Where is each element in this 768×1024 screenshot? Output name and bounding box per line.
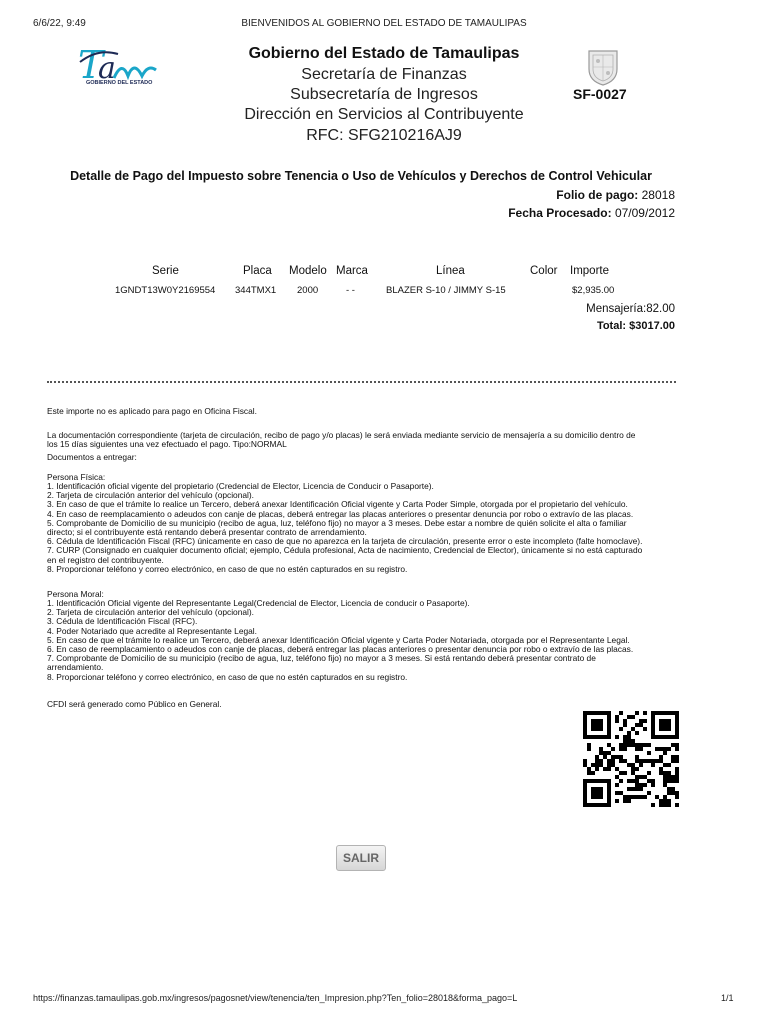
folio-value: 28018 (641, 188, 675, 202)
note-oficina: Este importe no es aplicado para pago en Oficina Fiscal. (47, 406, 257, 416)
header-title: Gobierno del Estado de Tamaulipas (248, 45, 520, 62)
note-documentos: Documentos a entregar: (47, 452, 137, 462)
dotted-divider (47, 381, 676, 383)
cell-linea: BLAZER S-10 / JIMMY S-15 (386, 285, 506, 296)
col-header-linea: Línea (436, 265, 465, 277)
col-header-color: Color (530, 265, 558, 277)
col-header-placa: Placa (243, 265, 272, 277)
header-rfc: RFC: SFG210216AJ9 (306, 127, 462, 144)
folio-label: Folio de pago: (556, 188, 639, 202)
col-header-marca: Marca (336, 265, 368, 277)
print-page-number: 1/1 (721, 993, 734, 1003)
fecha-label: Fecha Procesado: (508, 206, 612, 220)
total-line: Total: $3017.00 (596, 320, 675, 332)
cell-marca: - - (346, 285, 355, 296)
col-header-importe: Importe (570, 265, 609, 277)
cell-importe: $2,935.00 (572, 285, 615, 296)
persona-fisica-title: Persona Física: (47, 472, 106, 482)
print-date: 6/6/22, 9:49 (33, 18, 86, 29)
print-url: https://finanzas.tamaulipas.gob.mx/ingresos/pagosnet/view/tenencia/ten_Impresion.php?Ten_folio=28018&forma_pago=L (33, 993, 518, 1003)
fecha-value: 07/09/2012 (614, 206, 675, 220)
persona-fisica-list: 1. Identificación oficial vigente del propietario (Credencial de Elector, Licencia de Conducir o Pasaporte). 2. Tarjeta de circulación anterior del vehículo (opcional). 3. En caso de que el trámite lo realice un Tercero, deberá anexar Identificación Oficial vigente y Carta Poder Simple, otorgada por el propietario del vehículo. 4. En caso de reemplacamiento o adeudos con canje de placas, deberá entregar las placas anteriores o presentar denuncia por robo o extravío de las placas. 5. Comprobante de Domicilio de su municipio (recibo de agua, luz, teléfono fijo) no mayor a 3 meses. Debe estar a nombre de quién solicite el alta o familiar directo; si el contribuyente está rentando deberá presentar contrato de arrendamiento. 6. Cédula de Identificación Fiscal (RFC) únicamente en caso de que no aparezca en la tarjeta de circulación, presente error o este incompleto (falte homoclave). 7. CURP (Consignado en cualquier documento oficial; ejemplo, Cédula profesional, Acta de nacimiento, Credencial de Elector), únicamente si no está capturado en el registro del contribuyente. 8. Proporcionar teléfono y correo electrónico, en caso de que no estén capturados en su registro. (47, 481, 643, 574)
persona-moral-title: Persona Moral: (47, 589, 104, 599)
cell-modelo: 2000 (297, 285, 319, 296)
qr-code-graphic (583, 711, 679, 807)
header-line1: Secretaría de Finanzas (301, 66, 467, 83)
col-header-modelo: Modelo (289, 265, 327, 277)
qr-code-icon (583, 711, 679, 807)
header-line3: Dirección en Servicios al Contribuyente (244, 106, 524, 123)
svg-text:a: a (98, 51, 114, 86)
print-title: BIENVENIDOS AL GOBIERNO DEL ESTADO DE TAMAULIPAS (241, 18, 527, 29)
header-line2: Subsecretaría de Ingresos (290, 86, 478, 103)
cell-serie: 1GNDT13W0Y2169554 (115, 285, 216, 296)
cell-placa: 344TMX1 (235, 285, 277, 296)
document-title: Detalle de Pago del Impuesto sobre Tenencia o Uso de Vehículos y Derechos de Control Vehicular (70, 169, 652, 183)
note-cfdi: CFDI será generado como Público en General. (47, 699, 222, 709)
mensajeria-line: Mensajería:82.00 (586, 303, 675, 315)
form-code: SF-0027 (573, 86, 627, 102)
logo-subtitle: GOBIERNO DEL ESTADO (86, 80, 153, 86)
col-header-serie: Serie (152, 265, 179, 277)
fecha-line (508, 206, 675, 220)
salir-button[interactable]: SALIR (336, 845, 386, 871)
svg-text:T: T (78, 43, 101, 87)
note-mensajeria: La documentación correspondiente (tarjeta de circulación, recibo de pago y/o placas) le será enviada mediante servicio de mensajería a su domicilio dentro de los 15 días siguientes una vez efectuado el pago. Tipo:NORMAL (47, 430, 636, 450)
persona-moral-list: 1. Identificación Oficial vigente del Representante Legal(Credencial de Elector, Licencia de conducir o Pasaporte). 2. Tarjeta de circulación anterior del vehículo (opcional). 3. Cédula de Identificación Fiscal (RFC). 4. Poder Notariado que acredite al Representante Legal. 5. En caso de que el trámite lo realice un Tercero, deberá anexar Identificación Oficial vigente y Carta Poder Notariada, otorgada por el Representante Legal. 6. En caso de reemplacamiento o adeudos con canje de placas, deberá entregar las placas anteriores o presentar denuncia por robo o extravío de las placas. 7. Comprobante de Domicilio de su municipio (recibo de agua, luz, teléfono fijo) no mayor a 3 meses. Si está rentando deberá presentar contrato de arrendamiento. 8. Proporcionar teléfono y correo electrónico, en caso de que no estén capturados en su registro. (47, 598, 634, 682)
folio-line (556, 188, 675, 202)
state-seal-icon (585, 47, 621, 87)
